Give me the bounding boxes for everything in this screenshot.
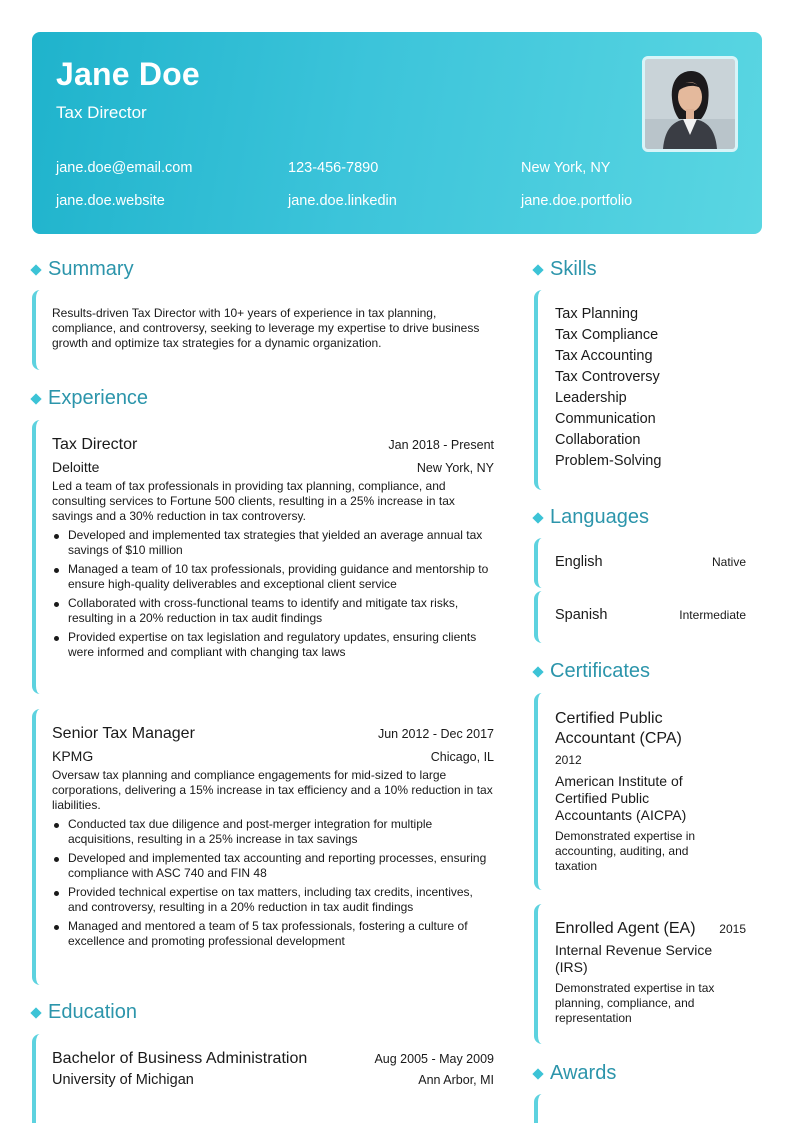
diamond-bullet-icon xyxy=(30,393,41,404)
job-description: Led a team of tax professionals in providing tax planning, compliance, and consulting services to Fortune 500 clients, resulting in a 25% increase in tax savings and a 30% reduction in tax controversy. xyxy=(52,479,455,523)
job-role: Tax Director xyxy=(52,436,138,453)
skill-item: Tax Compliance xyxy=(555,327,659,343)
diamond-bullet-icon xyxy=(30,264,41,275)
contact-email[interactable]: jane.doe@email.com xyxy=(56,160,193,176)
list-item: Provided technical expertise on tax matters, including tax credits, incentives, and controversy, resulting in a 20% reduction in tax audit findings xyxy=(52,885,494,915)
job-company: Deloitte xyxy=(52,459,100,475)
diamond-bullet-icon xyxy=(532,512,543,523)
education-heading xyxy=(32,1001,137,1024)
list-item: Developed and implemented tax strategies that yielded an average annual tax savings of $10 million xyxy=(52,528,494,558)
job-description: Oversaw tax planning and compliance engagements for mid-sized to large corporations, delivering a 15% increase in tax efficiency and a 10% reduction in tax liabilities. xyxy=(52,768,493,812)
job-bullets xyxy=(52,817,494,949)
list-item: Collaborated with cross-functional teams to identify and mitigate tax risks, resulting in a 20% reduction in tax audit findings xyxy=(52,596,494,626)
language-entry xyxy=(534,591,762,643)
education-entry xyxy=(32,1034,498,1123)
list-item: Provided expertise on tax legislation and regulatory updates, ensuring clients were informed and compliant with changing tax laws xyxy=(52,630,494,660)
summary-card xyxy=(32,290,498,370)
language-entry xyxy=(534,538,762,588)
language-name: Spanish xyxy=(555,607,608,623)
list-item: Managed a team of 10 tax professionals, providing guidance and mentorship to ensure high-quality deliverables and exceptional client service xyxy=(52,562,494,592)
resume-header xyxy=(32,32,762,234)
contact-linkedin[interactable]: jane.doe.linkedin xyxy=(288,193,397,209)
summary-heading-text: Summary xyxy=(48,258,134,280)
skill-item: Tax Planning xyxy=(555,306,639,322)
awards-card xyxy=(534,1094,762,1123)
languages-heading-text: Languages xyxy=(550,506,649,528)
certificate-entry xyxy=(534,904,762,1044)
experience-entry xyxy=(32,709,498,985)
job-location: Chicago, IL xyxy=(430,750,494,764)
job-location: New York, NY xyxy=(416,461,494,475)
summary-text: Results-driven Tax Director with 10+ years of experience in tax planning, compliance, and controversy, seeking to leverage my expertise to drive business growth and optimize tax strategies for a dynamic organization. xyxy=(52,306,480,350)
skill-item: Communication xyxy=(555,411,656,427)
summary-heading xyxy=(32,258,134,281)
experience-heading xyxy=(32,387,148,410)
certificates-heading xyxy=(534,660,650,683)
contact-location: New York, NY xyxy=(521,160,611,176)
skills-heading xyxy=(534,258,597,281)
person-name: Jane Doe xyxy=(56,56,200,92)
education-location: Ann Arbor, MI xyxy=(418,1073,494,1087)
certificates-heading-text: Certificates xyxy=(550,660,651,682)
language-name: English xyxy=(555,554,603,570)
education-heading-text: Education xyxy=(48,1001,137,1023)
skills-card xyxy=(534,290,762,490)
profile-photo-image xyxy=(645,59,735,149)
certificate-year: 2015 xyxy=(719,922,746,936)
experience-heading-text: Experience xyxy=(48,387,149,409)
skill-item: Tax Controversy xyxy=(555,369,660,385)
diamond-bullet-icon xyxy=(30,1007,41,1018)
skill-item: Tax Accounting xyxy=(555,348,653,364)
skill-item: Collaboration xyxy=(555,432,641,448)
certificate-entry xyxy=(534,693,762,890)
job-role: Senior Tax Manager xyxy=(52,725,195,742)
profile-photo xyxy=(642,56,738,152)
job-dates: Jan 2018 - Present xyxy=(388,438,494,452)
contact-portfolio[interactable]: jane.doe.portfolio xyxy=(521,193,633,209)
awards-heading xyxy=(534,1062,616,1085)
certificate-description: Demonstrated expertise in accounting, auditing, and taxation xyxy=(555,829,696,873)
diamond-bullet-icon xyxy=(532,666,543,677)
contact-phone[interactable]: 123-456-7890 xyxy=(288,160,379,176)
certificate-name: Enrolled Agent (EA) xyxy=(555,920,696,937)
skills-heading-text: Skills xyxy=(550,258,597,280)
education-school: University of Michigan xyxy=(52,1072,194,1088)
awards-heading-text: Awards xyxy=(550,1062,617,1084)
diamond-bullet-icon xyxy=(532,264,543,275)
contact-website[interactable]: jane.doe.website xyxy=(56,193,165,209)
certificate-year: 2012 xyxy=(555,753,582,767)
certificate-description: Demonstrated expertise in tax planning, compliance, and representation xyxy=(555,981,715,1025)
certificate-issuer: American Institute of Certified Public Accountants (AICPA) xyxy=(555,773,687,823)
list-item: Managed and mentored a team of 5 tax professionals, fostering a culture of excellence and promoting professional development xyxy=(52,919,494,949)
person-title: Tax Director xyxy=(56,103,147,122)
list-item: Developed and implemented tax accounting and reporting processes, ensuring compliance with ASC 740 and FIN 48 xyxy=(52,851,494,881)
diamond-bullet-icon xyxy=(532,1068,543,1079)
languages-heading xyxy=(534,506,649,529)
certificate-issuer: Internal Revenue Service (IRS) xyxy=(555,942,713,975)
skill-item: Leadership xyxy=(555,390,627,406)
job-bullets xyxy=(52,528,494,660)
language-level: Native xyxy=(711,555,746,569)
experience-entry xyxy=(32,420,498,694)
education-dates: Aug 2005 - May 2009 xyxy=(374,1052,494,1066)
education-degree: Bachelor of Business Administration xyxy=(52,1050,308,1067)
job-dates: Jun 2012 - Dec 2017 xyxy=(377,727,494,741)
skill-item: Problem-Solving xyxy=(555,453,662,469)
certificate-name: Certified Public Accountant (CPA) xyxy=(555,710,682,747)
list-item: Conducted tax due diligence and post-merger integration for multiple acquisitions, resulting in a 25% increase in tax savings xyxy=(52,817,494,847)
job-company: KPMG xyxy=(52,748,94,764)
language-level: Intermediate xyxy=(679,608,746,622)
